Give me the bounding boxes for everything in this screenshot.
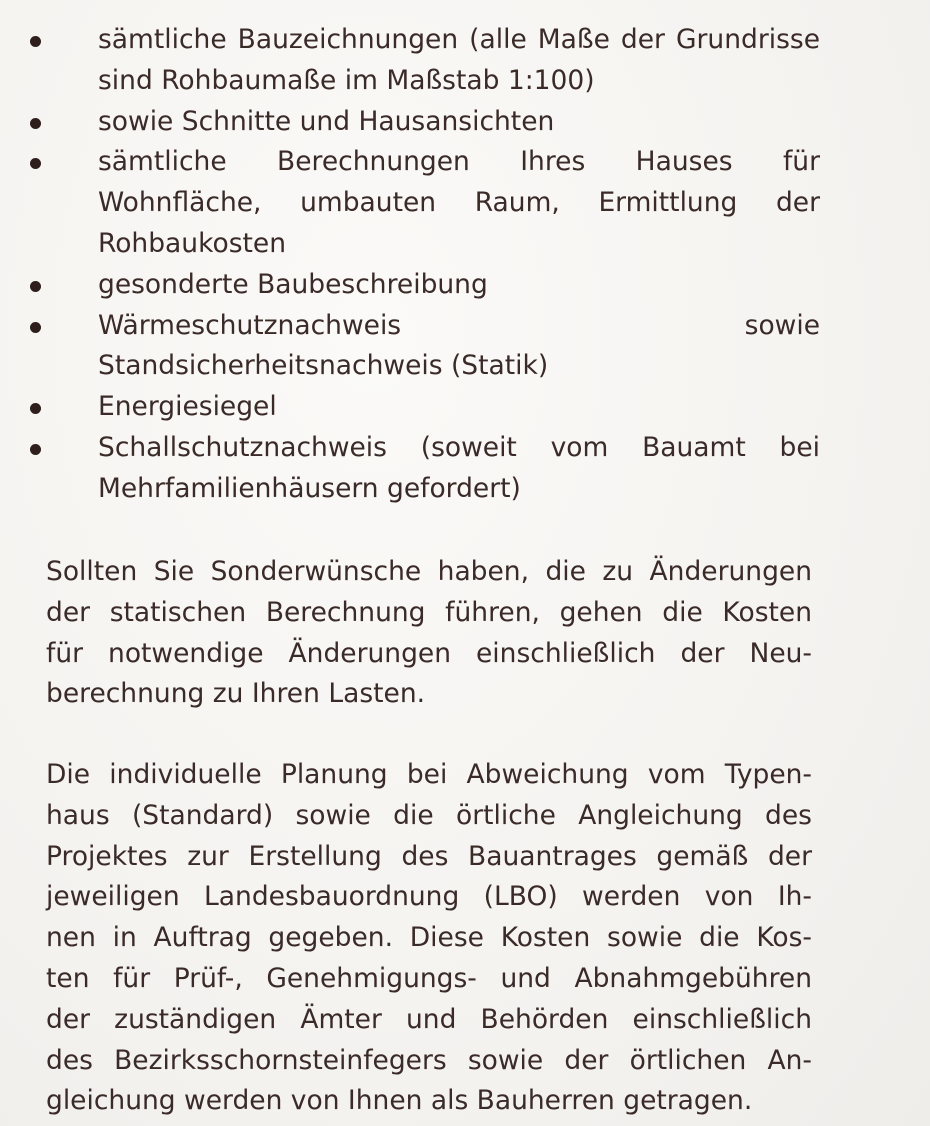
list-item bbox=[30, 102, 820, 143]
bullet-icon bbox=[30, 36, 41, 47]
text-line: ten für Prüf-, Genehmigungs- und Abnahmgebühren bbox=[46, 962, 812, 994]
bullet-icon bbox=[30, 444, 41, 455]
text-line: berechnung zu Ihren Lasten. bbox=[46, 678, 426, 710]
bullet-icon bbox=[30, 118, 41, 129]
text-line: jeweiligen Landesbauordnung (LBO) werden von Ih- bbox=[46, 881, 812, 913]
list-item bbox=[30, 20, 820, 102]
list-item bbox=[30, 428, 820, 510]
bullet-icon bbox=[30, 281, 41, 292]
text-line: Die individuelle Planung bei Abweichung vom Typen- bbox=[46, 759, 812, 790]
list-item bbox=[30, 387, 820, 428]
text-line: Sollten Sie Sonderwünsche haben, die zu Änderungen bbox=[46, 556, 812, 587]
list-item-text: Schallschutznachweis (soweit vom Bauamt bei Mehrfamilienhäusern gefordert) bbox=[98, 431, 820, 504]
text-line: für notwendige Änderungen einschließlich der Neu- bbox=[46, 637, 812, 669]
individual-planning-paragraph bbox=[46, 755, 812, 1122]
bullet-icon bbox=[30, 322, 41, 333]
list-item bbox=[30, 142, 820, 264]
bullet-icon bbox=[30, 403, 41, 414]
list-item-text: sämtliche Bauzeichnungen (alle Maße der Grundrisse sind Rohbaumaße im Maßstab 1:100) bbox=[98, 24, 820, 96]
list-item-text: sowie Schnitte und Hausansichten bbox=[98, 105, 555, 137]
text-line: der statischen Berechnung führen, gehen die Kosten bbox=[46, 596, 812, 628]
bullet-icon bbox=[30, 158, 41, 169]
text-line: Projektes zur Erstellung des Bauantrages gemäß der bbox=[46, 840, 812, 872]
special-requests-paragraph bbox=[46, 552, 812, 715]
text-line: der zuständigen Ämter und Behörden einschließlich bbox=[46, 1003, 812, 1035]
text-line: haus (Standard) sowie die örtliche Angleichung des bbox=[46, 799, 812, 831]
list-item bbox=[30, 265, 820, 306]
text-line: gleichung werden von Ihnen als Bauherren getragen. bbox=[46, 1085, 753, 1117]
text-line: nen in Auftrag gegeben. Diese Kosten sowie die Kos- bbox=[46, 922, 812, 954]
list-item-text: Wärmeschutznachweis sowie Standsicherheitsnachweis (Statik) bbox=[98, 309, 820, 382]
list-item bbox=[30, 306, 820, 388]
list-item-text: sämtliche Berechnungen Ihres Hauses für Wohnfläche, umbauten Raum, Ermittlung der Rohbaukosten bbox=[98, 146, 820, 259]
text-line: des Bezirksschornsteinfegers sowie der örtlichen An- bbox=[46, 1044, 812, 1076]
list-item-text: gesonderte Baubeschreibung bbox=[98, 268, 488, 300]
list-item-text: Energiesiegel bbox=[98, 391, 277, 423]
deliverables-list bbox=[30, 20, 820, 510]
